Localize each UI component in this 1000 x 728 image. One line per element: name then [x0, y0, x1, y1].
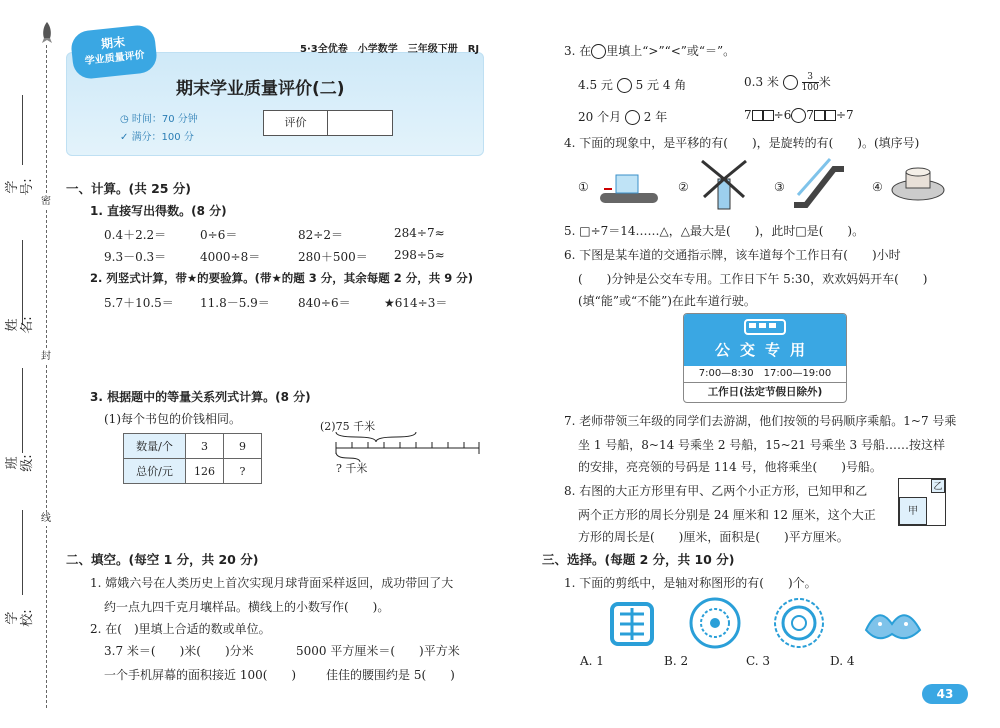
s2-q2-l2a: 一个手机屏幕的面积接近 100( ): [104, 668, 297, 682]
r-q6-l2: ( )分钟是公交车专用。工作日下午 5:30，欢欢妈妈开车( ): [578, 272, 928, 286]
blank-box-icon[interactable]: [814, 110, 825, 121]
bus-lane-sign: [683, 313, 847, 403]
s1-q3-head: 3. 根据题中的等量关系列式计算。(8 分): [90, 390, 311, 404]
fraction-den: 100: [801, 83, 819, 93]
book-info: 5·3全优卷 小学数学 三年级下册 RJ: [300, 44, 480, 55]
q4-label-1: ①: [578, 180, 589, 194]
square-yi: 乙: [931, 479, 945, 493]
r-q3-a1: 4.5 元: [578, 78, 613, 92]
circle-icon: [591, 44, 606, 59]
price-table: [123, 433, 262, 484]
price-table-c4: ?: [224, 459, 262, 484]
s1-q1-head: 1. 直接写出得数。(8 分): [90, 204, 227, 218]
s1-q2-item1: 5.7＋10.5＝: [104, 296, 174, 310]
square-jia: 甲: [899, 497, 927, 525]
s1-q2-item4: ★614÷3＝: [384, 296, 448, 310]
fraction-num: 3: [802, 72, 819, 83]
s1-q1-r1c1: 0.4＋2.2＝: [104, 228, 167, 242]
s1-q1-r1c3: 82÷2＝: [298, 228, 343, 242]
section-2-title: 二、填空。(每空 1 分，共 20 分): [66, 552, 259, 567]
r-q8-l3: 方形的周长是( )厘米，面积是( )平方厘米。: [578, 530, 849, 544]
q4-label-2: ②: [678, 180, 689, 194]
paper-cut-fish-icon: [862, 600, 924, 646]
compare-circle-b[interactable]: [783, 75, 798, 90]
r-q7-l2: 坐 1 号船，8~14 号乘坐 2 号船，15~21 号乘坐 3 号船……按这样: [578, 438, 945, 452]
evaluation-field[interactable]: [328, 111, 392, 135]
segment-diagram: [334, 428, 484, 462]
s2-q2-l1b: 5000 平方厘米＝( )平方米: [296, 644, 460, 658]
badge-line-2: 学业质量评价: [84, 49, 146, 68]
paper-cut-round-icon: [688, 596, 742, 650]
r-q3-d2: ÷6: [773, 108, 792, 122]
blank-box-icon[interactable]: [825, 110, 836, 121]
school-label: 学校:: [5, 609, 35, 627]
s1-q3-sub2-bottom: ? 千米: [336, 462, 368, 475]
s2-q1-line1: 1. 嫦娥六号在人类历史上首次实现月球背面采样返回，成功带回了大: [90, 576, 454, 590]
s2-q2-l2b: 佳佳的腰围约是 5( ): [326, 668, 455, 682]
pottery-wheel-icon: [888, 162, 948, 208]
r-q5: 5. □÷7＝14……△，△最大是( )，此时□是( )。: [564, 224, 865, 238]
s1-q2-item2: 11.8－5.9＝: [200, 296, 270, 310]
r-q3-d1: 7: [744, 108, 752, 122]
seal-char-2: 封: [38, 350, 54, 364]
compare-circle-a[interactable]: [617, 78, 632, 93]
student-id-line[interactable]: [22, 95, 23, 165]
blank-box-icon[interactable]: [763, 110, 774, 121]
s2-q1-line2: 约一点九四千克月壤样品。横线上的小数写作( )。: [104, 600, 390, 614]
s2-q2-head: 2. 在( )里填上合适的数或单位。: [90, 622, 271, 636]
class-label: 班级:: [5, 454, 35, 472]
exam-badge: [70, 24, 159, 81]
s1-q1-r2c2: 4000÷8＝: [200, 250, 261, 264]
r-q3-d: [744, 108, 854, 123]
s1-q1-r2c1: 9.3－0.3＝: [104, 250, 167, 264]
sign-title: 公交专用: [714, 341, 815, 359]
r-q3-d3: ÷7: [835, 108, 854, 122]
r-q3-c: [578, 108, 667, 125]
price-table-h2: 总价/元: [124, 459, 186, 484]
paper-cut-flower-icon: [772, 596, 826, 650]
compare-circle-c[interactable]: [625, 110, 640, 125]
section-3-title: 三、选择。(每题 2 分，共 10 分): [542, 552, 735, 567]
square-diagram: [898, 478, 946, 526]
s1-q1-r2c4: 298÷5≈: [394, 248, 445, 262]
badge-line-1: 期末: [100, 34, 126, 52]
q4-label-4: ④: [872, 180, 883, 194]
r-q3-b1: 0.3 米: [744, 75, 779, 89]
r-q3-b2: 米: [818, 75, 831, 89]
evaluation-box: [263, 110, 393, 136]
r-q6-l1: 6. 下图是某车道的交通指示牌，该车道每个工作日有( )小时: [564, 248, 901, 262]
school-line[interactable]: [22, 510, 23, 595]
section-1-title: 一、计算。(共 25 分): [66, 181, 192, 196]
page-number: 43: [922, 684, 968, 704]
s1-q1-r1c4: 284÷7≈: [394, 226, 445, 240]
s2-q2-l1a: 3.7 米＝( )米( )分米: [104, 644, 254, 658]
sign-note: 工作日(法定节假日除外): [684, 382, 846, 401]
r-s3-q1: 1. 下面的剪纸中，是轴对称图形的有( )个。: [564, 576, 817, 590]
r-q3-head-a: 3. 在: [564, 44, 592, 58]
r-q7-l3: 的安排，亮亮领的号码是 114 号，他将乘坐( )号船。: [578, 460, 882, 474]
rocket-icon: [40, 22, 54, 44]
compare-circle-d[interactable]: [791, 108, 806, 123]
clock-icon: ◷: [120, 114, 132, 125]
student-id-label: 学号:: [5, 178, 35, 196]
r-q7-l1: 7. 老师带领三年级的同学们去游湖，他们按领的号码顺序乘船。1~7 号乘: [564, 414, 957, 428]
r-q3-head-b: 里填上“>”“<”或“＝”。: [606, 44, 736, 58]
check-icon: ✓: [120, 132, 132, 143]
paper-cut-fu-icon: [606, 598, 658, 648]
seal-char-3: 线: [38, 512, 54, 526]
s1-q2-head: 2. 列竖式计算，带★的要验算。(带★的题 3 分，其余每题 2 分，共 9 分): [90, 271, 474, 285]
sign-top: [684, 314, 846, 366]
r-q3-c1: 20 个月: [578, 110, 622, 124]
option-c[interactable]: C. 3: [746, 654, 771, 668]
r-q8-l2: 两个正方形的周长分别是 24 厘米和 12 厘米，这个大正: [578, 508, 876, 522]
class-line[interactable]: [22, 368, 23, 453]
blank-box-icon[interactable]: [752, 110, 763, 121]
fraction: [802, 72, 819, 93]
price-table-h1: 数量/个: [124, 434, 186, 459]
r-q3-a: [578, 76, 686, 93]
evaluation-label: 评价: [264, 111, 328, 135]
escalator-icon: [790, 155, 846, 211]
score-text: 满分：100 分: [131, 132, 194, 143]
seal-char-1: 密: [38, 195, 54, 209]
r-q3-d1b: 7: [806, 108, 814, 122]
bus-icon: [743, 318, 787, 336]
price-table-c3: 126: [186, 459, 224, 484]
price-table-c1: 3: [186, 434, 224, 459]
s1-q1-r2c3: 280＋500＝: [298, 250, 368, 264]
s1-q3-sub1: (1)每个书包的价钱相同。: [104, 412, 241, 426]
option-b[interactable]: B. 2: [664, 654, 689, 668]
q4-label-3: ③: [774, 180, 785, 194]
time-info: [120, 110, 198, 125]
binding-dashed-line: [46, 45, 47, 708]
r-q3-a2: 5 元 4 角: [635, 78, 687, 92]
sign-time: 7:00—8:30 17:00—19:00: [698, 368, 832, 379]
r-q4-head: 4. 下面的现象中，是平移的有( )，是旋转的有( )。(填序号): [564, 136, 920, 150]
r-q3-c2: 2 年: [643, 110, 668, 124]
r-q3-b: [744, 72, 831, 93]
s1-q2-item3: 840÷6＝: [298, 296, 351, 310]
windmill-icon: [696, 155, 752, 211]
r-q8-l1: 8. 右图的大正方形里有甲、乙两个小正方形，已知甲和乙: [564, 484, 868, 498]
score-info: [120, 128, 194, 143]
s1-q1-r1c2: 0÷6＝: [200, 228, 238, 242]
option-d[interactable]: D. 4: [830, 654, 855, 668]
time-text: 时间：70 分钟: [131, 114, 198, 125]
s1-q3-sub2: (2)75 千米: [320, 420, 376, 433]
conveyor-belt-icon: [598, 165, 660, 210]
price-table-c2: 9: [224, 434, 262, 459]
r-q6-l3: (填“能”或“不能”)在此车道行驶。: [578, 294, 756, 308]
option-a[interactable]: A. 1: [580, 654, 604, 668]
page-title: 期末学业质量评价(二): [176, 79, 345, 99]
name-label: 姓名:: [5, 316, 35, 334]
r-q3-head: [564, 42, 735, 59]
